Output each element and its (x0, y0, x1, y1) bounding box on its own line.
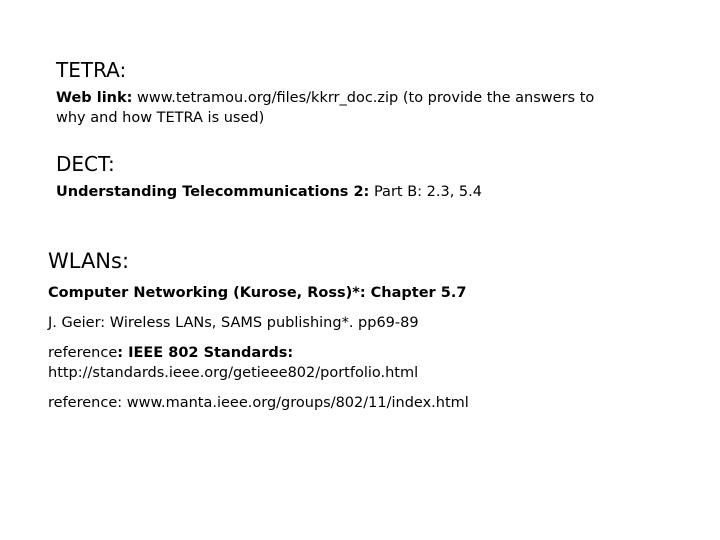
wlans-reference-geier: J. Geier: Wireless LANs, SAMS publishing*. pp69-89 (48, 315, 419, 331)
dect-heading: DECT: (56, 152, 115, 176)
dect-section (56, 152, 676, 202)
wlans-section (48, 249, 688, 413)
wlans-reference-kurose: Computer Networking (Kurose, Ross)*: Chapter 5.7 (48, 285, 467, 301)
wlans-heading: WLANs: (48, 249, 130, 273)
dect-reference (56, 182, 676, 202)
ref3-prefix: reference (48, 345, 118, 361)
weblink-text-continued: why and how TETRA is used) (56, 110, 265, 126)
tetra-section (56, 58, 676, 128)
dect-book-title: Understanding Telecommunications 2: (56, 184, 370, 200)
wlans-reference-ieee-standards (48, 343, 688, 383)
wlans-reference-manta: reference: www.manta.ieee.org/groups/802/11/index.html (48, 395, 469, 411)
weblink-label: Web link: (56, 90, 133, 106)
weblink-text: www.tetramou.org/files/kkrr_doc.zip (to provide the answers to (132, 90, 595, 106)
dect-book-ref: Part B: 2.3, 5.4 (369, 184, 482, 200)
ref3-bold: : IEEE 802 Standards: (117, 345, 294, 361)
tetra-heading: TETRA: (56, 58, 127, 82)
tetra-weblink (56, 88, 676, 128)
ref3-url: http://standards.ieee.org/getieee802/portfolio.html (48, 365, 419, 381)
